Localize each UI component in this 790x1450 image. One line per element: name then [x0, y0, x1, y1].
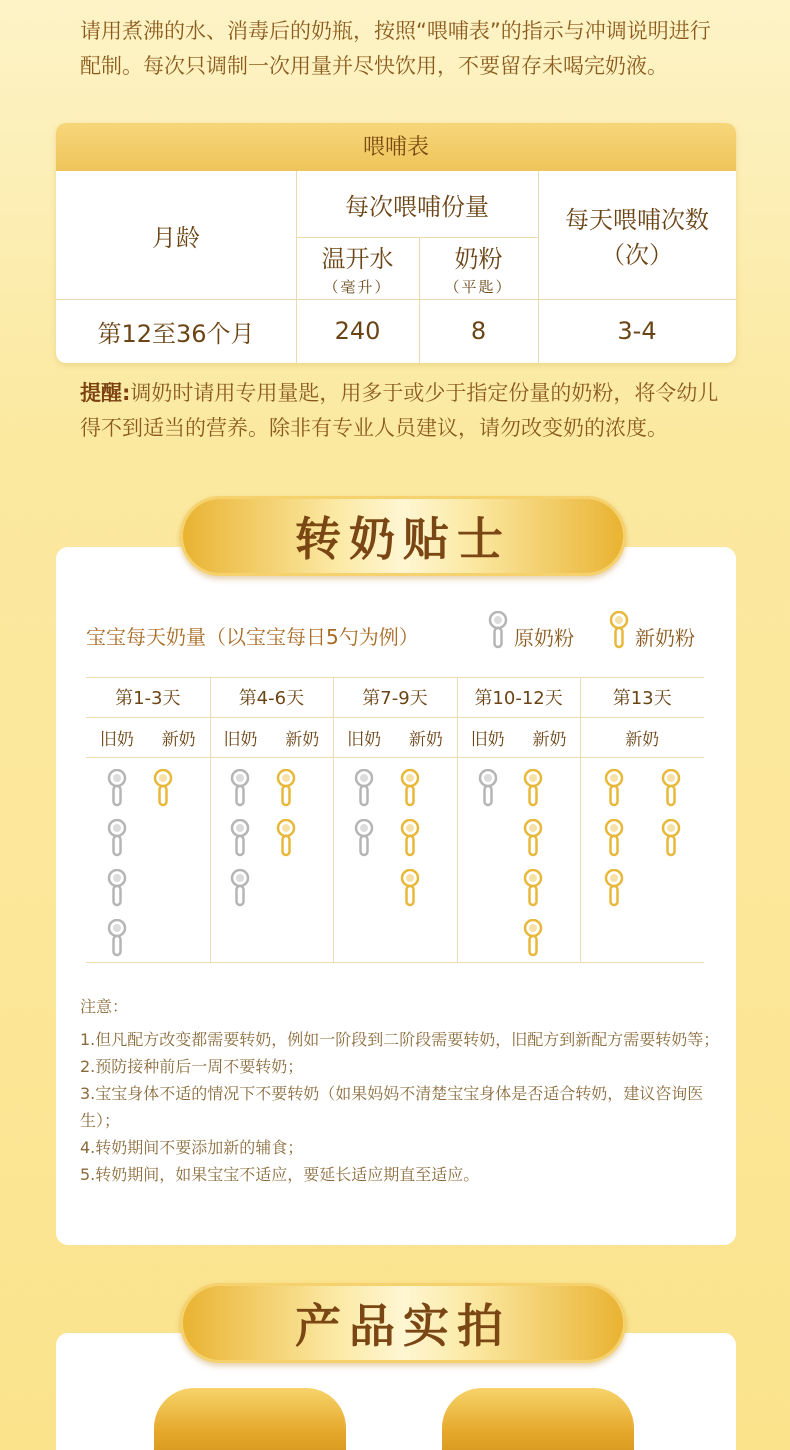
stage-label: 第4-6天 [238, 688, 305, 709]
old-scoops [107, 769, 127, 969]
new-scoop-icon [609, 611, 629, 649]
stage-sub-label: 旧奶 [470, 729, 505, 750]
col-powder-unit: （平匙） [444, 278, 513, 296]
notes-heading: 注意： [80, 997, 129, 1016]
legend-new-label: 新奶粉 [635, 625, 695, 650]
col-month-header: 月龄 [152, 223, 200, 252]
stage-label: 第7-9天 [362, 688, 428, 709]
row-month: 第12至36个月 [97, 319, 255, 348]
stage-sub-labels [457, 717, 581, 757]
new-scoop-icon [523, 919, 543, 957]
stage-sub-labels [580, 717, 704, 757]
stage-label: 第1-3天 [115, 688, 181, 709]
col-water-header: 温开水 [321, 245, 394, 273]
transition-subtitle: 宝宝每天奶量（以宝宝每日5勺为例） [86, 625, 419, 649]
reminder-text [80, 376, 720, 446]
col-powder-header: 奶粉 [454, 245, 503, 273]
feeding-table-title: 喂哺表 [56, 123, 736, 171]
new-scoop-icon [153, 769, 173, 807]
stage-sub-label: 新奶 [408, 729, 443, 750]
col-per-feed-header: 每次喂哺份量 [345, 192, 489, 221]
new-scoop-icon [400, 869, 420, 907]
old-scoop-icon [107, 769, 127, 807]
transition-card [56, 547, 736, 1245]
stage-label: 第10-12天 [474, 688, 563, 709]
new-scoop-icon [604, 769, 624, 807]
old-scoop-icon [230, 869, 250, 907]
old-scoops [230, 769, 250, 919]
feeding-table-grid [56, 171, 736, 363]
legend-old [488, 611, 574, 661]
legend-new [609, 611, 695, 661]
old-scoop-icon [354, 819, 374, 857]
stage-sub-labels [210, 717, 334, 757]
legend-old-label: 原奶粉 [514, 625, 574, 650]
note-item: 5.转奶期间，如果宝宝不适应，要延长适应期直至适应。 [80, 1165, 480, 1184]
new-scoop-icon [523, 869, 543, 907]
transition-banner: 转奶贴士 [180, 496, 626, 576]
stage-sub-label: 旧奶 [347, 729, 382, 750]
stage-sub-label: 新奶 [285, 729, 320, 750]
new-scoop-icon [276, 769, 296, 807]
product-can-right [442, 1388, 634, 1450]
stage-sub-label: 新奶 [532, 729, 567, 750]
new-scoops [523, 769, 543, 969]
row-powder: 8 [470, 317, 487, 345]
new-scoops [276, 769, 296, 869]
new-scoop-icon [276, 819, 296, 857]
new-scoop-icon [523, 819, 543, 857]
stage-column [86, 677, 210, 959]
stage-column [457, 677, 581, 959]
old-scoops [478, 769, 498, 819]
stage-sub-label: 旧奶 [223, 729, 258, 750]
stage-column [210, 677, 334, 959]
transition-schedule [86, 677, 704, 963]
stage-sub-labels [333, 717, 457, 757]
new-scoop-icon [523, 769, 543, 807]
new-scoops [661, 769, 681, 869]
new-scoop-icon [400, 819, 420, 857]
transition-notes [80, 993, 720, 1188]
note-item: 2.预防接种前后一周不要转奶； [80, 1057, 304, 1076]
row-water: 240 [334, 317, 381, 345]
reminder-body: 调奶时请用专用量匙，用多于或少于指定份量的奶粉，将令幼儿得不到适当的营养。除非有专业人员建议，请勿改变奶的浓度。 [80, 381, 719, 440]
stage-column [580, 677, 704, 959]
old-scoop-icon [107, 819, 127, 857]
old-scoop-icon [478, 769, 498, 807]
new-scoop-icon [604, 819, 624, 857]
note-item: 3.宝宝身体不适的情况下不要转奶（如果妈妈不清楚宝宝身体是否适合转奶，建议咨询医生）； [80, 1084, 704, 1130]
new-scoop-icon [400, 769, 420, 807]
product-can-left [154, 1388, 346, 1450]
intro-text: 请用煮沸的水、消毒后的奶瓶，按照“喂哺表”的指示与冲调说明进行配制。每次只调制一次用量并尽快饮用，不要留存未喝完奶液。 [80, 19, 711, 78]
old-scoop-icon [230, 819, 250, 857]
old-scoops [604, 769, 624, 919]
old-scoop-icon [107, 869, 127, 907]
feeding-table [56, 123, 736, 363]
old-scoop-icon [230, 769, 250, 807]
old-scoop-icon [107, 919, 127, 957]
new-scoops [153, 769, 173, 819]
row-times: 3-4 [617, 317, 657, 345]
reminder-label: 提醒: [80, 381, 131, 405]
col-water-unit: （毫升） [323, 278, 392, 296]
note-item: 1.但凡配方改变都需要转奶，例如一阶段到二阶段需要转奶，旧配方到新配方需要转奶等； [80, 1030, 720, 1049]
col-times-header: 每天喂哺次数 [565, 206, 709, 234]
product-banner: 产品实拍 [180, 1283, 626, 1363]
old-scoop-icon [354, 769, 374, 807]
new-scoop-icon [661, 769, 681, 807]
stage-label: 第13天 [612, 688, 672, 709]
old-scoops [354, 769, 374, 869]
stage-sub-label: 新奶 [625, 729, 660, 750]
col-times-unit: （次） [601, 241, 673, 269]
new-scoop-icon [661, 819, 681, 857]
stage-sub-labels [86, 717, 210, 757]
new-scoop-icon [604, 869, 624, 907]
stage-column [333, 677, 457, 959]
stage-sub-label: 新奶 [161, 729, 196, 750]
old-scoop-icon [488, 611, 508, 649]
stage-sub-label: 旧奶 [99, 729, 134, 750]
note-item: 4.转奶期间不要添加新的辅食； [80, 1138, 304, 1157]
new-scoops [400, 769, 420, 919]
